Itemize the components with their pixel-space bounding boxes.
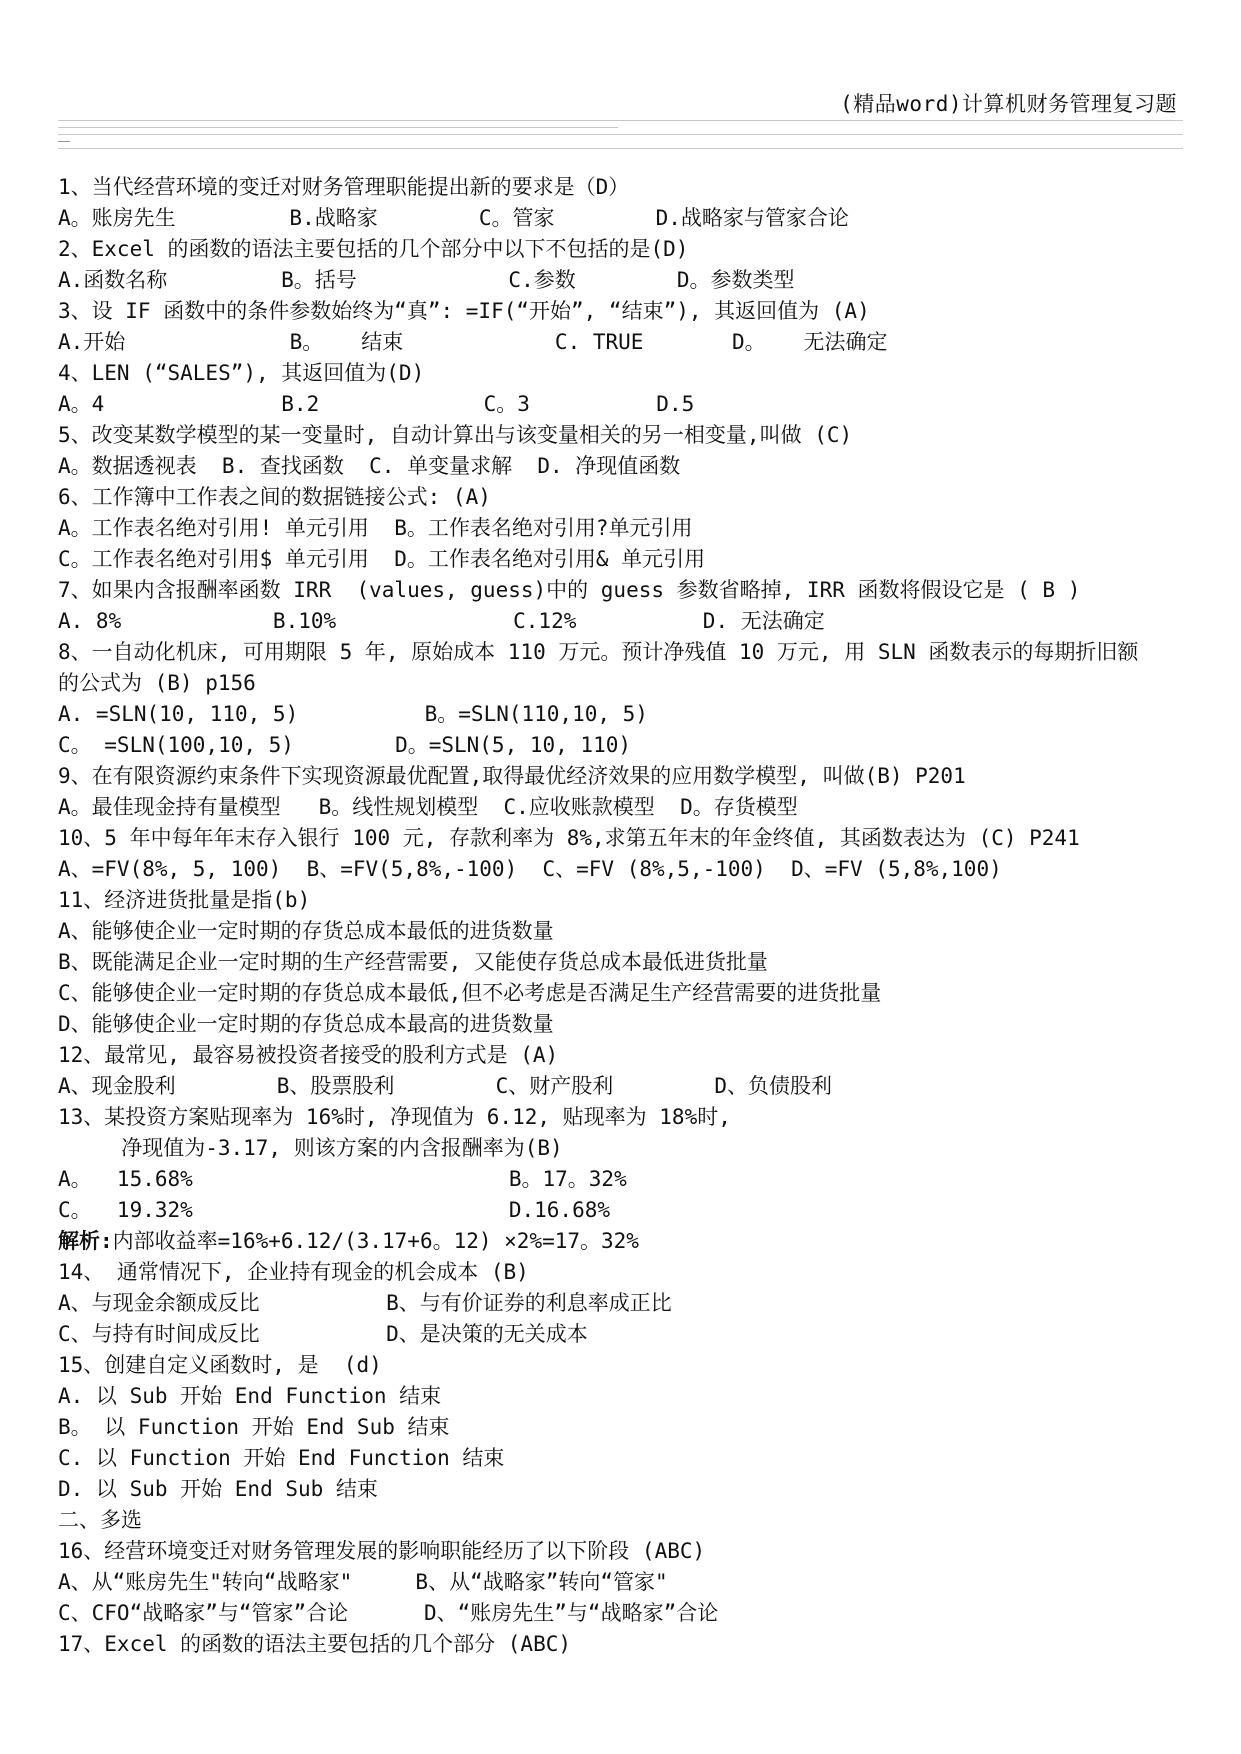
question-line: 10、5 年中每年年末存入银行 100 元, 存款利率为 8%,求第五年末的年金终值, 其函数表达为 (C) P241 — [58, 826, 1080, 850]
question-line: 1、当代经营环境的变迁对财务管理职能提出新的要求是（D） — [58, 175, 630, 199]
analysis-label: 解析: — [58, 1229, 113, 1253]
option-line: A。 15.68% B。17。32% — [58, 1167, 627, 1191]
option-line: A.开始 B。 结束 C. TRUE D。 无法确定 — [58, 330, 888, 354]
option-line: A、从“账房先生"转向“战略家" B、从“战略家”转向“管家" — [58, 1570, 668, 1594]
option-line: A. =SLN(10, 110, 5) B。=SLN(110,10, 5) — [58, 702, 648, 726]
question-line: 净现值为-3.17, 则该方案的内含报酬率为(B) — [58, 1136, 563, 1160]
rule-line — [58, 148, 1183, 149]
question-line: 13、某投资方案贴现率为 16%时, 净现值为 6.12, 贴现率为 18%时, — [58, 1105, 731, 1129]
option-line: B。 以 Function 开始 End Sub 结束 — [58, 1415, 450, 1439]
option-line: C。 =SLN(100,10, 5) D。=SLN(5, 10, 110) — [58, 733, 632, 757]
option-line: A. 8% B.10% C.12% D. 无法确定 — [58, 609, 825, 633]
question-line: 5、改变某数学模型的某一变量时, 自动计算出与该变量相关的另一相变量,叫做 (C) — [58, 423, 853, 447]
document-header: (精品word)计算机财务管理复习题 — [840, 92, 1177, 116]
option-line: C。 19.32% D.16.68% — [58, 1198, 611, 1222]
section-heading: 二、多选 — [58, 1508, 142, 1532]
question-line: 7、如果内含报酬率函数 IRR (values, guess)中的 guess 参数省略掉, IRR 函数将假设它是 ( B ) — [58, 578, 1081, 602]
option-line: A。账房先生 B.战略家 C。管家 D.战略家与管家合论 — [58, 206, 849, 230]
header-rules — [58, 120, 1183, 155]
question-line: 12、最常见, 最容易被投资者接受的股利方式是 (A) — [58, 1043, 559, 1067]
analysis-text: 内部收益率=16%+6.12/(3.17+6。12) ×2%=17。32% — [112, 1229, 639, 1253]
rule-mark — [58, 141, 70, 142]
option-line: A。数据透视表 B. 查找函数 C. 单变量求解 D. 净现值函数 — [58, 454, 681, 478]
question-line: 9、在有限资源约束条件下实现资源最优配置,取得最优经济效果的应用数学模型, 叫做(B) P201 — [58, 764, 966, 788]
option-line: A、能够使企业一定时期的存货总成本最低的进货数量 — [58, 919, 554, 943]
question-line: 15、创建自定义函数时, 是 (d) — [58, 1353, 382, 1377]
question-list — [58, 172, 1188, 1660]
question-line: 2、Excel 的函数的语法主要包括的几个部分中以下不包括的是(D) — [58, 237, 689, 261]
rule-line — [58, 120, 1183, 121]
question-line: 4、LEN (“SALES”), 其返回值为(D) — [58, 361, 425, 385]
question-line: 3、设 IF 函数中的条件参数始终为“真”: =IF(“开始”, “结束”), 其返回值为 (A) — [58, 299, 870, 323]
option-line: D、能够使企业一定时期的存货总成本最高的进货数量 — [58, 1012, 554, 1036]
option-line: C、能够使企业一定时期的存货总成本最低,但不必考虑是否满足生产经营需要的进货批量 — [58, 981, 882, 1005]
option-line: A、与现金余额成反比 B、与有价证券的利息率成正比 — [58, 1291, 672, 1315]
question-line: 6、工作簿中工作表之间的数据链接公式: (A) — [58, 485, 491, 509]
question-line: 14、 通常情况下, 企业持有现金的机会成本 (B) — [58, 1260, 529, 1284]
option-line: C. 以 Function 开始 End Function 结束 — [58, 1446, 505, 1470]
question-line: 17、Excel 的函数的语法主要包括的几个部分 (ABC) — [58, 1632, 572, 1656]
question-line: 的公式为 (B) p156 — [58, 671, 256, 695]
option-line: A。4 B.2 C。3 D.5 — [58, 392, 695, 416]
analysis-line — [58, 1226, 1188, 1257]
option-line: C。工作表名绝对引用$ 单元引用 D。工作表名绝对引用& 单元引用 — [58, 547, 706, 571]
option-line: D. 以 Sub 开始 End Sub 结束 — [58, 1477, 378, 1501]
rule-line — [58, 134, 1183, 135]
option-line: B、既能满足企业一定时期的生产经营需要, 又能使存货总成本最低进货批量 — [58, 950, 768, 974]
option-line: A. 以 Sub 开始 End Function 结束 — [58, 1384, 442, 1408]
question-line: 11、经济进货批量是指(b) — [58, 888, 311, 912]
question-line: 16、经营环境变迁对财务管理发展的影响职能经历了以下阶段 (ABC) — [58, 1539, 706, 1563]
option-line: A、现金股利 B、股票股利 C、财产股利 D、负债股利 — [58, 1074, 833, 1098]
option-line: A。最佳现金持有量模型 B。线性规划模型 C.应收账款模型 D。存货模型 — [58, 795, 798, 819]
question-line: 8、一自动化机床, 可用期限 5 年, 原始成本 110 万元。预计净残值 10 万元, 用 SLN 函数表示的每期折旧额 — [58, 640, 1139, 664]
rule-line — [58, 127, 618, 128]
option-line: A.函数名称 B。括号 C.参数 D。参数类型 — [58, 268, 795, 292]
option-line: C、与持有时间成反比 D、是决策的无关成本 — [58, 1322, 588, 1346]
option-line: A。工作表名绝对引用! 单元引用 B。工作表名绝对引用?单元引用 — [58, 516, 693, 540]
option-line: A、=FV(8%, 5, 100) B、=FV(5,8%,-100) C、=FV (8%,5,-100) D、=FV (5,8%,100) — [58, 857, 1002, 881]
option-line: C、CFO“战略家”与“管家”合论 D、“账房先生”与“战略家”合论 — [58, 1601, 719, 1625]
